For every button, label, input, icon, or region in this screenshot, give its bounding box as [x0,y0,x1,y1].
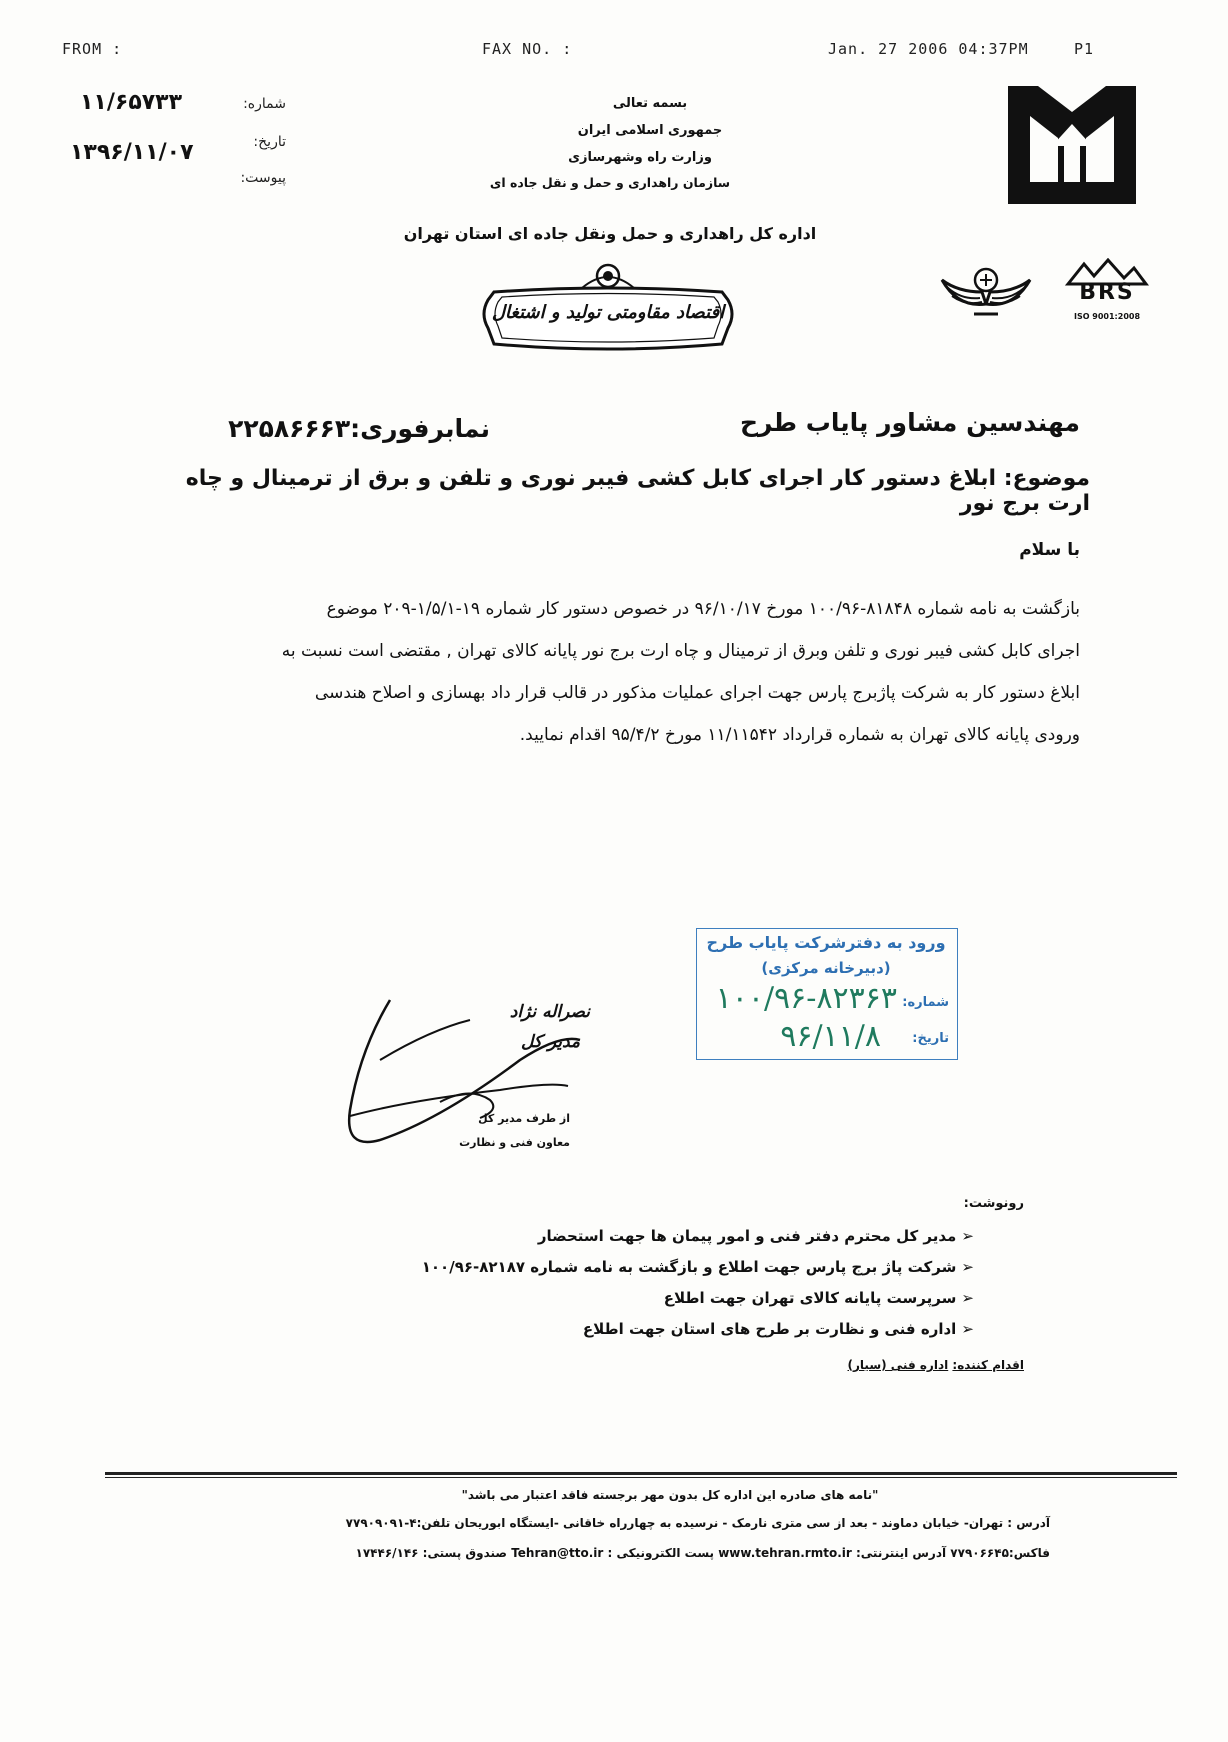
footer-contact: فاکس:۷۷۹۰۶۶۴۵ آدرس اینترنتی: www.tehran.rmto.ir پست الکترونیکی : Tehran@tto.ir صندوق پستی: ۱۷۴۴۶/۱۴۶ [355,1546,1050,1560]
letterhead-line-organization: سازمان راهداری و حمل و نقل جاده ای [489,175,731,190]
letter-date-label: تاریخ: [253,134,286,150]
fax-number-label: FAX NO. : [482,40,573,58]
signature-block [320,990,600,1166]
rmto-logo-icon [1004,82,1140,208]
letterhead-line-ministry: وزارت راه وشهرسازی [568,150,712,165]
cc-list-item: ➢ سرپرست پایانه کالای تهران جهت اطلاع [663,1289,974,1307]
footer-rule-thin [105,1477,1177,1478]
greeting: با سلام [1019,540,1080,560]
fax-from-label: FROM : [62,40,123,58]
body-line: ورودی پایانه کالای تهران به شماره قرارداد ۱۱/۱۱۵۴۲ مورخ ۹۵/۴/۲ اقدام نمایید. [519,725,1080,745]
motto-text: اقتصاد مقاومتی تولید و اشتغال [491,302,725,323]
letter-number-label: شماره: [243,96,286,112]
stamp-number-value: ۱۰۰/۹۶-۸۲۳۶۳ [715,981,897,1016]
cc-list-item: ➢ شرکت پاژ برج پارس جهت اطلاع و بازگشت به نامه شماره ۸۲۱۸۷-۱۰۰/۹۶ [421,1258,974,1276]
winged-emblem [938,258,1034,320]
letter-attachment-label: پیوست: [240,170,286,186]
cc-list-item: ➢ اداره فنی و نظارت بر طرح های استان جهت اطلاع [582,1320,974,1338]
brs-iso-badge [1064,258,1150,326]
cc-list [380,1226,974,1350]
letterhead-line-department: اداره کل راهداری و حمل ونقل جاده ای استان تهران [403,224,817,243]
letterhead [380,96,770,190]
letterhead-line-basmala: بسمه تعالی [612,96,688,111]
stamp-number-label: شماره: [902,995,949,1010]
urgent-fax-label: نمابرفوری: [350,414,490,443]
winged-emblem-icon [938,258,1034,320]
cc-actor [800,1358,1024,1372]
stamp-date-value: ۹۶/۱۱/۸ [780,1019,881,1054]
cc-actor-value: اداره فنی (سیار) [847,1358,949,1372]
body-line: اجرای کابل کشی فیبر نوری و تلفن وبرق از ترمینال و چاه ارت برج نور پایانه کالای تهران , مقتضی است نسبت به [281,641,1080,661]
footer-validity-note: "نامه های صادره این اداره کل بدون مهر برجسته فاقد اعتبار می باشد" [461,1488,879,1502]
fax-instruction [200,414,490,443]
letter-date-value: ۱۳۹۶/۱۱/۰۷ [70,140,194,165]
brs-text: BRS [1079,280,1135,305]
stamp-subtitle: (دبیرخانه مرکزی) [761,959,891,977]
receipt-stamp [696,928,958,1060]
fax-page: P1 [1074,40,1095,58]
signer-behalf-line1: از طرف مدیر کل [478,1112,570,1125]
cc-heading: رونوشت: [963,1196,1024,1211]
rmto-logo [1004,82,1140,208]
letterhead-line-republic: جمهوری اسلامی ایران [577,123,723,138]
cc-list-item: ➢ مدیر کل محترم دفتر فنی و امور پیمان ها جهت استحضار [537,1227,974,1245]
iso-text: ISO 9001:2008 [1073,312,1141,321]
signer-name: نصراله نژاد [509,1002,590,1022]
body-line: بازگشت به نامه شماره ۸۱۸۴۸-۱۰۰/۹۶ مورخ ۹۶/۱۰/۱۷ در خصوص دستور کار شماره ۱۹-۱/۵/۱-۲۰۹ موضوع [326,599,1080,619]
fax-datetime: Jan. 27 2006 04:37PM [828,40,1029,58]
letter-body [146,588,1080,756]
recipient: مهندسین مشاور پایاب طرح [739,408,1080,437]
body-line: ابلاغ دستور کار به شرکت پاژبرج پارس جهت اجرای عملیات مذکور در قالب قرار داد بهسازی و اصلاح هندسی [314,683,1080,703]
footer-address: آدرس : تهران- خیابان دماوند - بعد از سی متری نارمک - نرسیده به چهارراه خاقانی -ایستگاه ابوریحان تلفن:۴-۷۷۹۰۹۰۹۱ [345,1516,1050,1530]
signer-behalf-line2: معاون فنی و نظارت [459,1136,570,1149]
stamp-date-label: تاریخ: [912,1031,949,1046]
urgent-fax-number: ۲۲۵۸۶۶۶۳ [228,414,351,443]
stamp-title: ورود به دفترشرکت پایاب طرح [706,933,946,952]
cc-actor-label: اقدام کننده: [952,1358,1024,1372]
subject-line: موضوع: ابلاغ دستور کار اجرای کابل کشی فیبر نوری و تلفن و برق از ترمینال و چاه ارت برج نور [185,466,1090,516]
letter-number-value: ۱۱/۶۵۷۳۳ [80,90,183,115]
motto-cartouche [474,262,742,354]
signer-title: مدیر کل [520,1032,580,1052]
footer-rule [105,1472,1177,1475]
